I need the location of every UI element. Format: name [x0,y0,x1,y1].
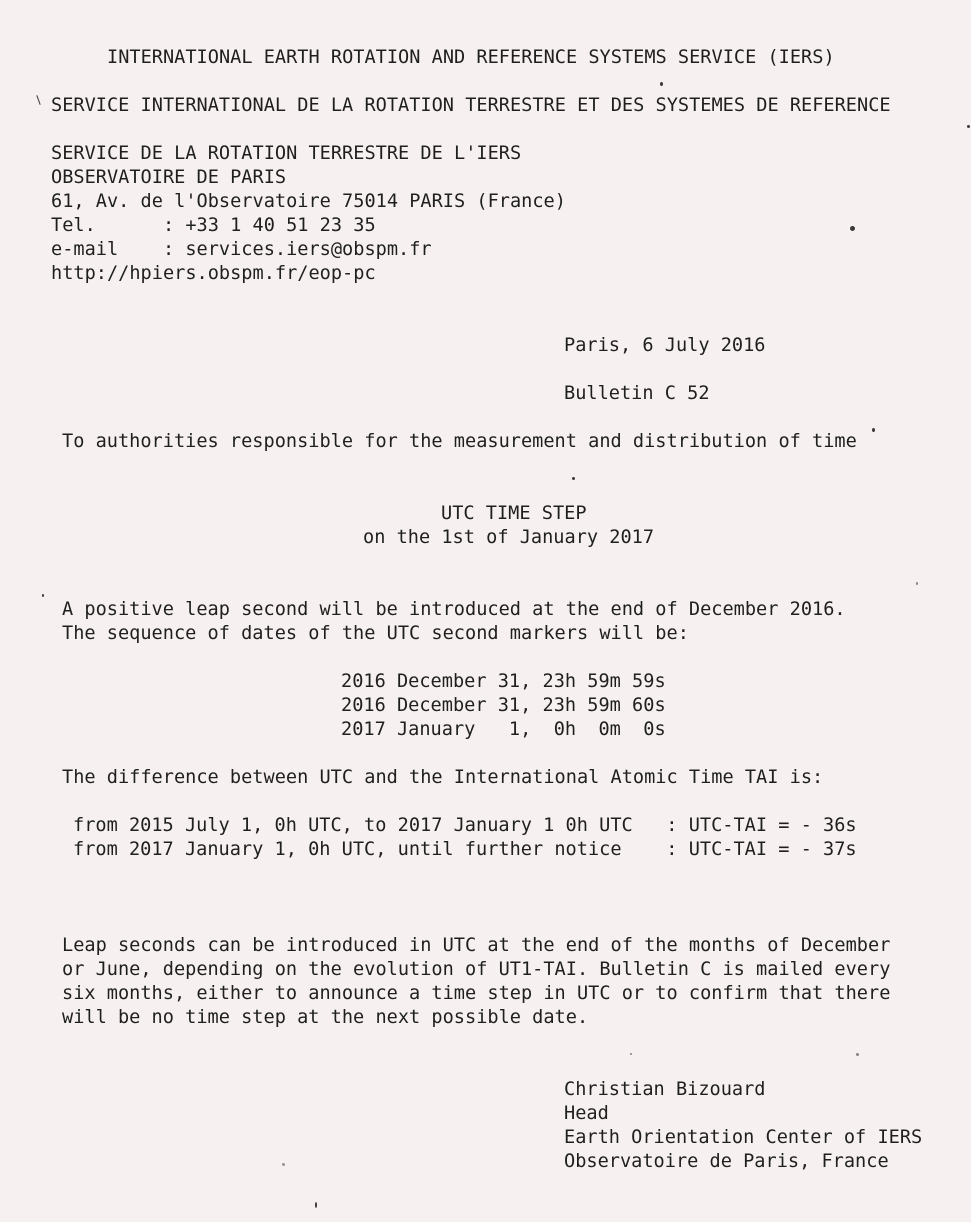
difference-row-1: from 2015 July 1, 0h UTC, to 2017 January 1 0h UTC : UTC-TAI = - 36s [73,815,857,836]
second-marker-2: 2016 December 31, 23h 59m 60s [341,695,666,716]
address-line-service: SERVICE DE LA ROTATION TERRESTRE DE L'IERS [51,143,522,164]
signature-unit: Earth Orientation Center of IERS [564,1127,923,1148]
dust-speck [967,125,970,128]
address-email: e-mail : services.iers@obspm.fr [51,239,432,260]
dust-speck [660,82,663,86]
note-line-2: or June, depending on the evolution of UT1-TAI. Bulletin C is mailed every [62,959,891,980]
address-telephone: Tel. : +33 1 40 51 23 35 [51,215,376,236]
org-name-french: SERVICE INTERNATIONAL DE LA ROTATION TERRESTRE ET DES SYSTEMES DE REFERENCE [51,95,891,116]
dust-speck [872,428,875,432]
second-marker-3: 2017 January 1, 0h 0m 0s [341,719,666,740]
address-line-observatory: OBSERVATOIRE DE PARIS [51,167,287,188]
note-line-4: will be no time step at the next possible date. [62,1007,589,1028]
announcement-line-2: The sequence of dates of the UTC second markers will be: [62,623,689,644]
signature-place: Observatoire de Paris, France [564,1151,889,1172]
dust-speck [36,95,40,105]
notice-subtitle: on the 1st of January 2017 [363,527,655,548]
notice-title: UTC TIME STEP [441,503,587,524]
address-url: http://hpiers.obspm.fr/eop-pc [51,263,376,284]
second-marker-1: 2016 December 31, 23h 59m 59s [341,671,666,692]
dust-speck [42,594,44,597]
address-line-street: 61, Av. de l'Observatoire 75014 PARIS (France) [51,191,566,212]
dust-speck [630,1053,632,1055]
note-line-3: six months, either to announce a time step in UTC or to confirm that there [62,983,891,1004]
recipient-line: To authorities responsible for the measurement and distribution of time [62,431,857,452]
dust-speck [315,1202,317,1208]
dust-speck [282,1163,285,1166]
dust-speck [850,226,855,231]
dust-speck [856,1053,859,1056]
dust-speck [572,477,575,480]
signature-role: Head [564,1103,609,1124]
dust-speck [916,582,918,585]
bulletin-date: Paris, 6 July 2016 [564,335,766,356]
difference-row-2: from 2017 January 1, 0h UTC, until further notice : UTC-TAI = - 37s [73,839,857,860]
difference-intro: The difference between UTC and the International Atomic Time TAI is: [62,767,824,788]
announcement-line-1: A positive leap second will be introduced at the end of December 2016. [62,599,846,620]
bulletin-number: Bulletin C 52 [564,383,710,404]
note-line-1: Leap seconds can be introduced in UTC at the end of the months of December [62,935,891,956]
signature-name: Christian Bizouard [564,1079,766,1100]
org-name-english: INTERNATIONAL EARTH ROTATION AND REFERENCE SYSTEMS SERVICE (IERS) [107,47,835,68]
